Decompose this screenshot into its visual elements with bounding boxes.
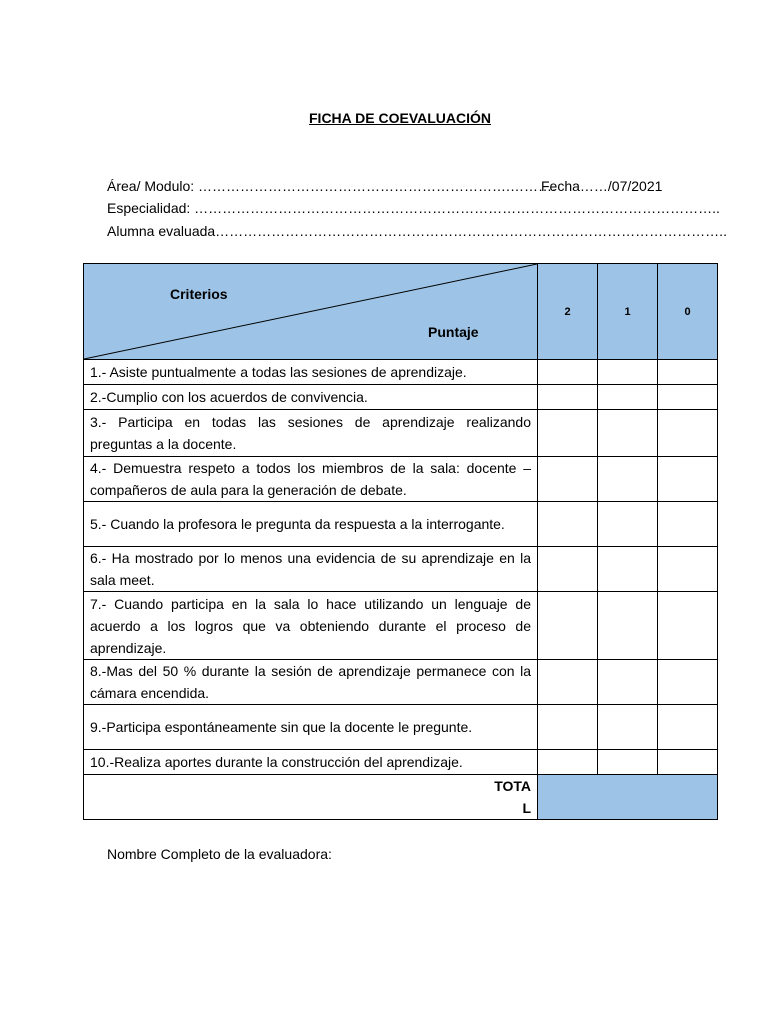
evaluation-table [83,263,718,820]
criterion-text: 5.- Cuando la profesora le pregunta da respuesta a la interrogante. [84,502,538,547]
score-cell[interactable] [598,360,658,385]
puntaje-label: Puntaje [428,324,479,340]
score-cell[interactable] [598,502,658,547]
score-cell[interactable] [538,457,598,502]
table-row [84,502,718,547]
document-title: FICHA DE COEVALUACIÓN [309,110,491,126]
score-cell[interactable] [658,502,718,547]
table-row [84,705,718,750]
criterion-text: 10.-Realiza aportes durante la construcción del aprendizaje. [84,750,538,775]
score-cell[interactable] [538,705,598,750]
score-cell[interactable] [658,547,718,592]
total-label-text: TOTAL [494,778,531,816]
criterios-label: Criterios [170,286,228,302]
especialidad-field: Especialidad: ………………………………………………………………………………………………….. [107,200,720,216]
table-row [84,547,718,592]
score-cell[interactable] [598,547,658,592]
table-row [84,385,718,410]
table-row [84,592,718,660]
score-cell[interactable] [538,410,598,457]
table-row [84,750,718,775]
score-cell[interactable] [658,385,718,410]
diagonal-divider [84,264,537,359]
score-cell[interactable] [598,410,658,457]
criterion-text: 3.- Participa en todas las sesiones de aprendizaje realizando preguntas a la docente. [84,410,538,457]
evaluadora-name-field: Nombre Completo de la evaluadora: [107,846,332,862]
criterion-text: 8.-Mas del 50 % durante la sesión de aprendizaje permanece con la cámara encendida. [84,660,538,705]
fecha-field: Fecha……/07/2021 [541,178,663,194]
score-cell[interactable] [598,457,658,502]
score-cell[interactable] [538,660,598,705]
score-header-1: 1 [598,264,658,360]
score-cell[interactable] [658,705,718,750]
table-row [84,660,718,705]
score-cell[interactable] [538,502,598,547]
table-row [84,360,718,385]
score-cell[interactable] [538,547,598,592]
score-cell[interactable] [658,750,718,775]
criterion-text: 1.- Asiste puntualmente a todas las sesiones de aprendizaje. [84,360,538,385]
score-header-0: 0 [658,264,718,360]
table-header-row [84,264,718,360]
criterion-text: 2.-Cumplio con los acuerdos de convivencia. [84,385,538,410]
criterion-text: 4.- Demuestra respeto a todos los miembros de la sala: docente – compañeros de aula para la generación de debate. [84,457,538,502]
score-cell[interactable] [658,410,718,457]
score-cell[interactable] [538,360,598,385]
score-header-2: 2 [538,264,598,360]
total-label [84,775,538,820]
score-cell[interactable] [538,385,598,410]
score-cell[interactable] [598,750,658,775]
table-row [84,410,718,457]
score-cell[interactable] [538,592,598,660]
criterion-text: 6.- Ha mostrado por lo menos una evidencia de su aprendizaje en la sala meet. [84,547,538,592]
score-cell[interactable] [658,592,718,660]
total-score-cell[interactable] [538,775,718,820]
area-modulo-field: Área/ Modulo: ………………………………………………………….………. [107,178,556,194]
score-cell[interactable] [598,592,658,660]
score-cell[interactable] [598,385,658,410]
score-cell[interactable] [598,705,658,750]
score-cell[interactable] [598,660,658,705]
score-cell[interactable] [658,360,718,385]
score-cell[interactable] [538,750,598,775]
total-row [84,775,718,820]
criterios-puntaje-header [84,264,538,360]
alumna-evaluada-field: Alumna evaluada……………………………………………………………………………………………….. [107,223,727,239]
score-cell[interactable] [658,457,718,502]
criterion-text: 9.-Participa espontáneamente sin que la docente le pregunte. [84,705,538,750]
table-row [84,457,718,502]
criterion-text: 7.- Cuando participa en la sala lo hace utilizando un lenguaje de acuerdo a los logros que va obteniendo durante el proceso de aprendizaje. [84,592,538,660]
score-cell[interactable] [658,660,718,705]
